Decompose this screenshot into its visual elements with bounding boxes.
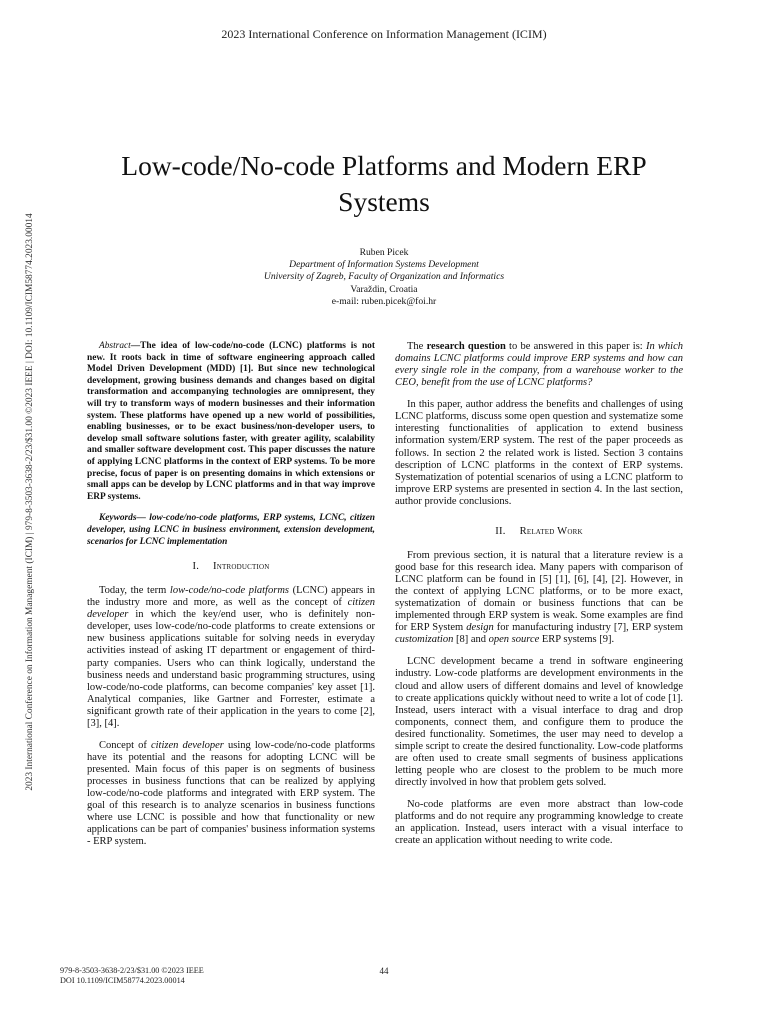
text-run: (LCNC) appears in the industry more and more, as well as the concept of xyxy=(87,585,376,609)
section-heading-related-work xyxy=(395,526,683,538)
left-column xyxy=(87,341,375,858)
section-title: Introduction xyxy=(213,561,270,573)
conference-header: 2023 International Conference on Information Management (ICIM) xyxy=(221,27,547,41)
footer-doi: DOI 10.1109/ICIM58774.2023.00014 xyxy=(60,976,185,985)
related-paragraph-2: LCNC development became a trend in software engineering industry. Low-code platforms are development environments in the cloud and allow users of different domains and level of knowledge to create applications quickly without need to write a lot of code [1]. Instead, users interact with a visual interface to drag and drop components, connect them, and configure them to produce the desired functionality. Sometimes, the user may need to develop a simple script to create the desired functionality. Low-code platforms are often used to create small segments of business applications letting people who are closest to the problem to be much more directly involved in how that problem gets solved. xyxy=(395,656,683,788)
text-run: Concept of xyxy=(99,739,151,751)
emphasis: customization xyxy=(395,634,454,646)
text-run: Today, the term xyxy=(99,585,170,597)
text-run: ERP systems [9]. xyxy=(539,634,615,646)
text-run: From previous section, it is natural that a literature review is a good base for this research idea. Many papers with comparison of LCNC platform can be found in [5] [1], [6], [4], [2]. However, in the context of applying LCNC platforms, or to be more exact, systematization of domain or business functions that can be implemented through ERP system is weak. Some examples are find for ERP System xyxy=(395,549,683,634)
section-number: I. xyxy=(192,561,200,573)
author-department: Department of Information Systems Development xyxy=(289,259,479,271)
text-run: The xyxy=(407,341,427,352)
text-run: using low-code/no-code platforms have its potential and the reasons for adopting LCNC will be presented. Main focus of this paper is on segments of business processes in business functions that can be realized by applying low-code/no-code platforms and integrated with ERP system. The goal of this research is to analyze scenarios in business functions where use LCNC is possible and how that functionality or new applications can be part of companies' business information systems - ERP system. xyxy=(87,739,375,848)
related-paragraph-3: No-code platforms are even more abstract than low-code platforms and do not require any programming knowledge to create an application. Instead, users interact with a visual interface to create an application without needing to write code. xyxy=(395,799,683,847)
emphasis: citizen developer xyxy=(87,597,375,621)
keywords xyxy=(87,513,375,548)
text-run: in which the key/end user, who is definitely non-developer, uses low-code/no-code platforms to create extensions or new business applications suitable for solving needs in everyday activities instead of asking IT department or engagement of third-party companies. Users who can think logically, understand the business needs and understand basic programming structures, using low-code/no-code platforms, can become companies' key asset [1]. Analytical companies, like Gartner and Forrester, estimate a significant growth rate of their application in the years to come [2], [3], [4]. xyxy=(87,609,375,729)
emphasis: citizen developer xyxy=(150,739,224,751)
page-number: 44 xyxy=(379,966,389,976)
section-number: II. xyxy=(495,525,506,537)
author-city: Varaždin, Croatia xyxy=(350,283,418,295)
author-name: Ruben Picek xyxy=(359,247,409,258)
overview-paragraph: In this paper, author address the benefits and challenges of using LCNC platforms, discuss some open question and systematize some interesting functionalities of application to extend business information system/ERP system. The rest of the paper proceeds as follows. In section 2 the related work is listed. Section 3 contains description of LCNC platforms in the context of ERP systems. Systematization of potential scenarios of using a LCNC platform to improve ERP systems are presented in section 4. In the last section, author provide conclusions. xyxy=(395,399,683,507)
side-margin-citation: 2023 International Conference on Information Management (ICIM) | 979-8-3503-3638-2/23/$31.00 ©2023 IEEE | DOI: 10.1109/ICIM58774.2023.00014 xyxy=(25,213,35,791)
author-email: e-mail: ruben.picek@foi.hr xyxy=(331,295,437,307)
section-heading-introduction xyxy=(87,561,375,573)
author-block xyxy=(184,247,584,308)
emphasis: open source xyxy=(488,634,540,646)
abstract-label: Abstract xyxy=(99,341,131,351)
emphasis: low-code/no-code platforms xyxy=(169,585,289,597)
text-run: to be answered in this paper is: xyxy=(505,341,646,352)
intro-paragraph-2 xyxy=(87,740,375,849)
research-question-paragraph xyxy=(395,341,683,389)
abstract-text: —The idea of low-code/no-code (LCNC) platforms is not new. It roots back in time of software engineering approach called Model Driven Development (MDD) [1]. But since new technological development, growing business demands and changes based on digital transformation and accompanying technologies are omnipresent, they will try to transform ways of modern businesses and their information system. These platforms have opened up a new world of possibilities, enabling businesses, or to be exact business/non-developer users, to develop small software solutions faster, with greater agility, scalability and smaller software development cost. This paper discusses the nature of applying LCNC platforms in the context of ERP systems. To be more precise, focus of paper is on presenting domains in which extensions or small apps can be develop by LCNC platforms and in that way improve ERP systems. xyxy=(87,341,375,502)
intro-paragraph-1 xyxy=(87,585,375,730)
footer-isbn: 979-8-3503-3638-2/23/$31.00 ©2023 IEEE xyxy=(60,966,204,975)
keywords-label: Keywords xyxy=(99,513,137,524)
abstract xyxy=(87,341,375,503)
emphasis: design xyxy=(466,622,494,634)
keywords-text: — low-code/no-code platforms, ERP systems, LCNC, citizen developer, using LCNC in business environment, extension development, scenarios for LCNC implementation xyxy=(87,513,375,547)
text-run: for manufacturing industry [7], ERP system xyxy=(493,622,683,634)
strong: research question xyxy=(426,341,506,352)
paper-title: Low-code/No-code Platforms and Modern ERP Systems xyxy=(121,150,647,217)
right-column xyxy=(395,341,683,857)
related-paragraph-1 xyxy=(395,550,683,647)
author-university: University of Zagreb, Faculty of Organization and Informatics xyxy=(263,271,505,283)
text-run: [8] and xyxy=(453,634,489,646)
section-title: Related Work xyxy=(519,525,583,537)
emphasis: In which domains LCNC platforms could improve ERP systems and how can every single role in the company, from a warehouse worker to the CEO, benefit from the use of LCNC platforms? xyxy=(395,341,684,389)
